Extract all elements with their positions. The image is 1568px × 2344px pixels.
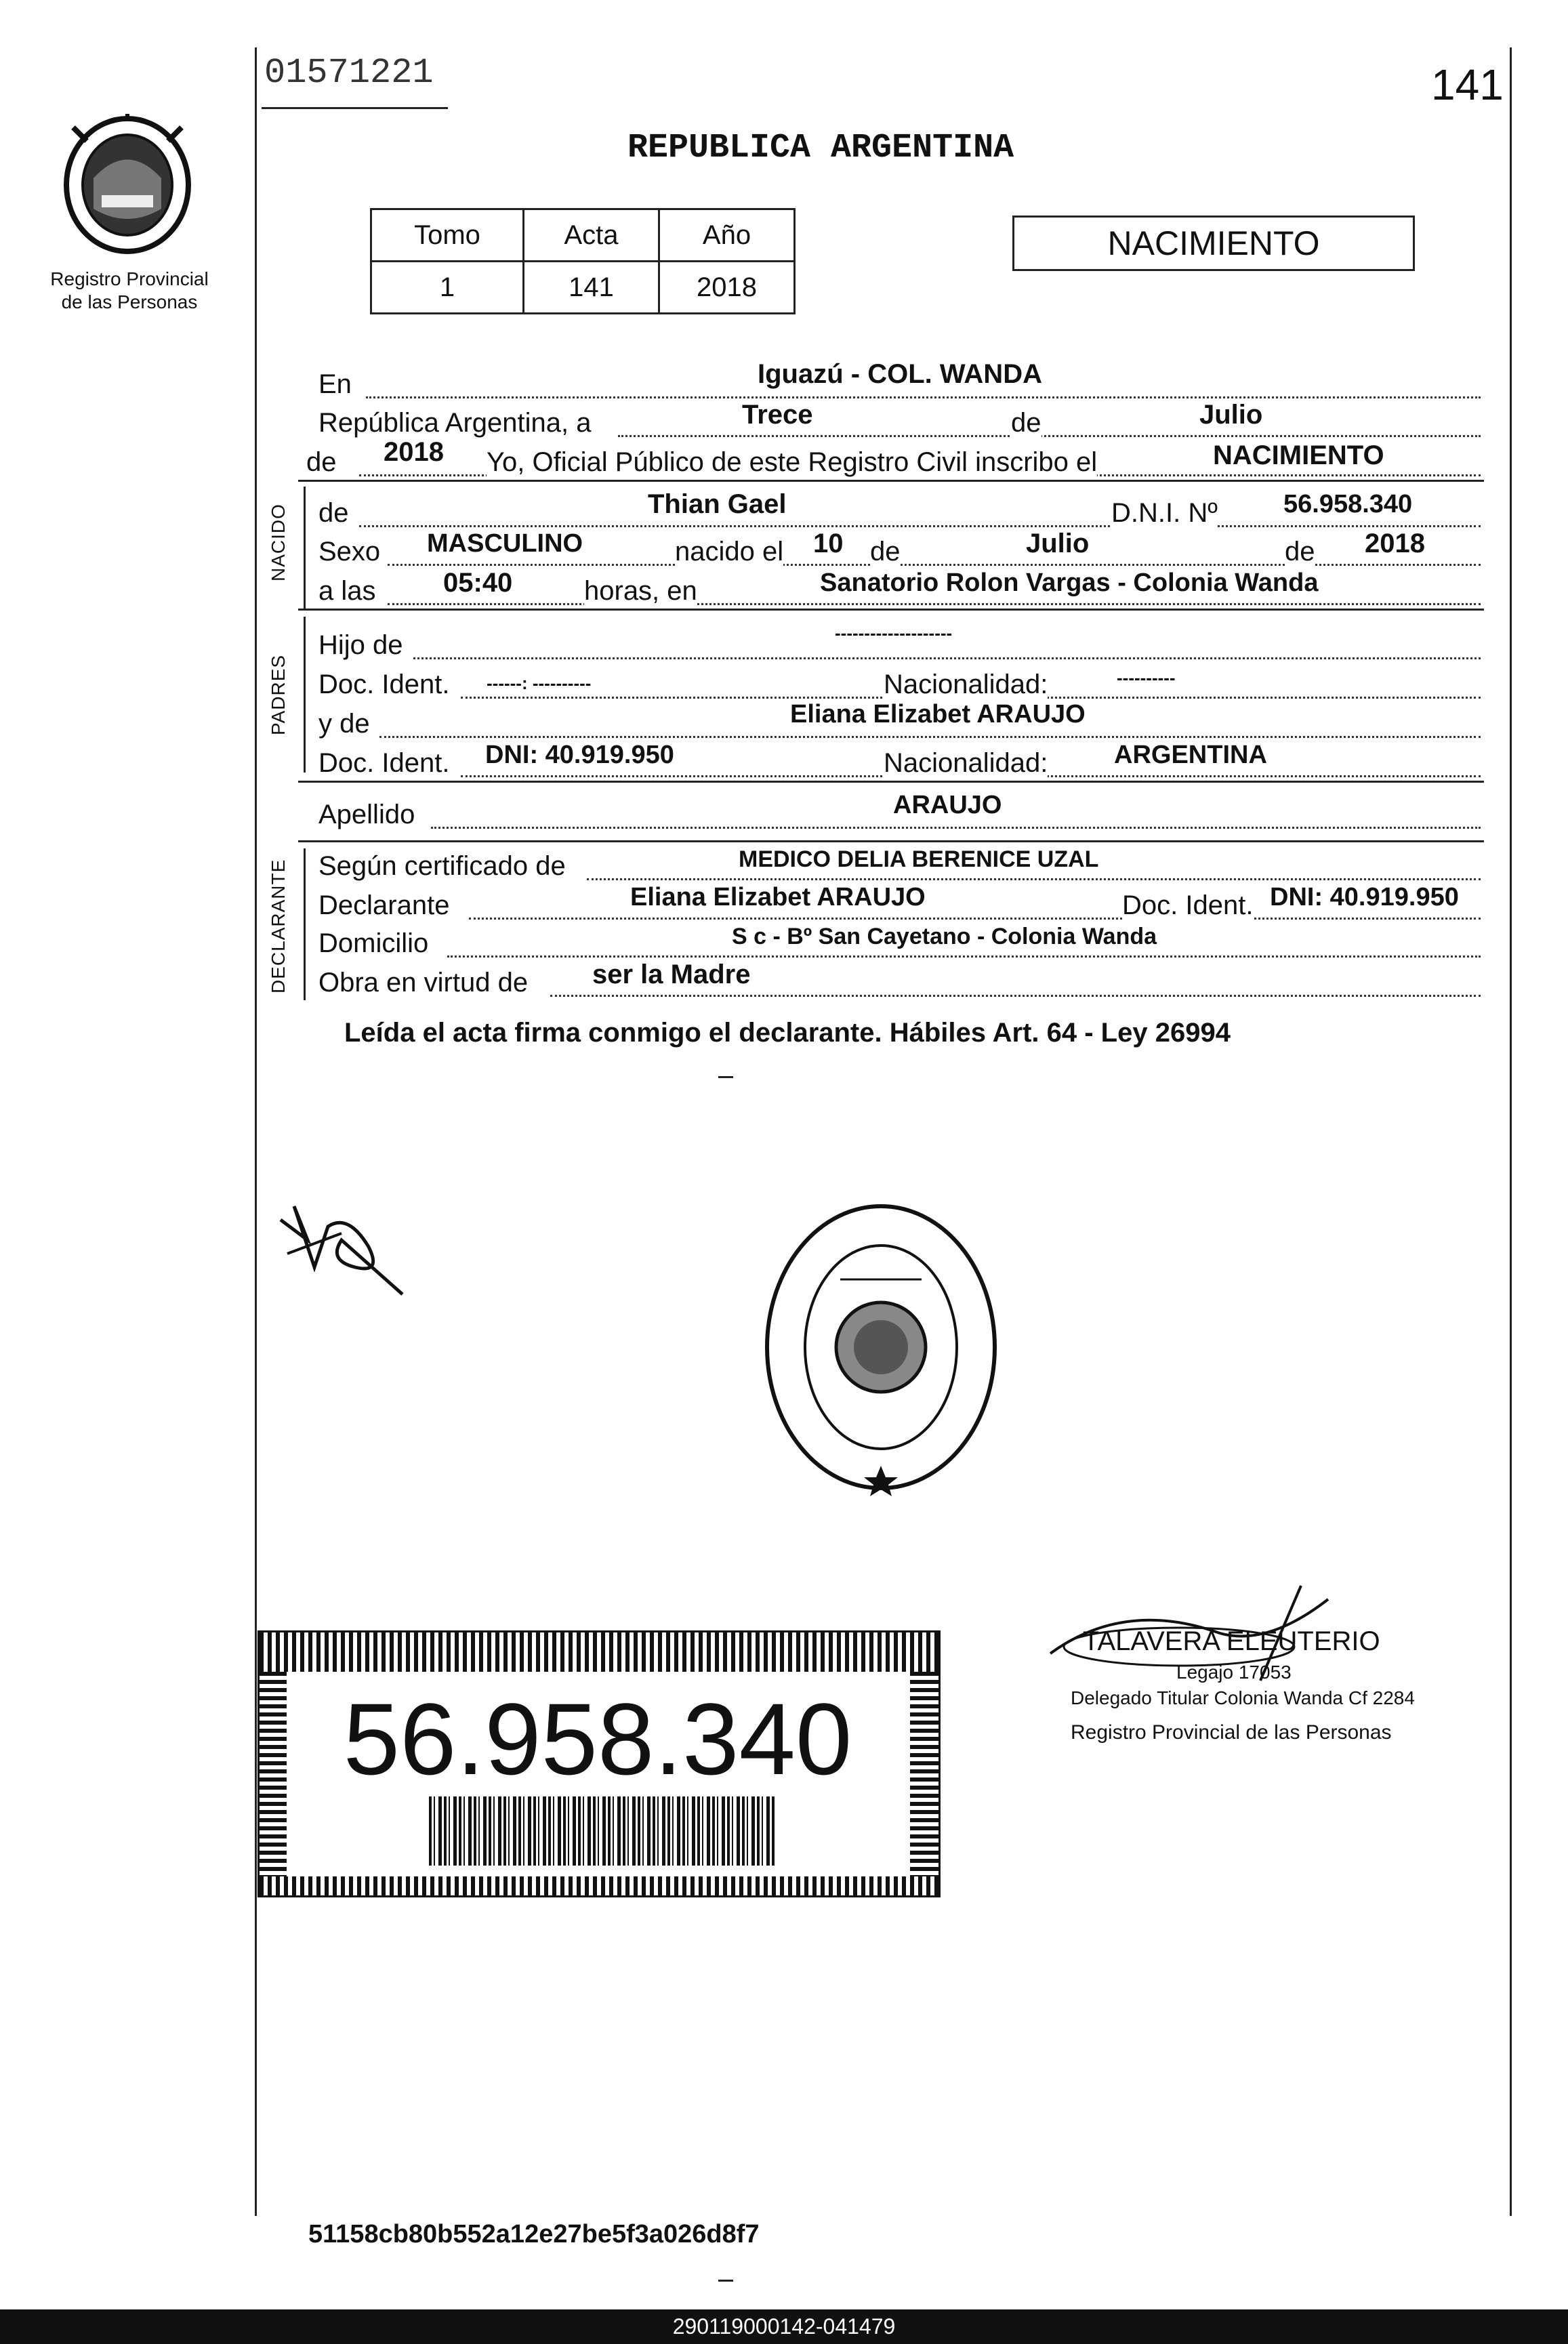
nacido-de-label: de: [318, 498, 349, 528]
sexo-value: MASCULINO: [427, 529, 583, 558]
dots-republica: [618, 435, 1481, 437]
logo-caption-2: de las Personas: [61, 291, 198, 312]
table-header-acta: Acta: [524, 209, 659, 262]
nacido-el-label: nacido el: [675, 537, 784, 567]
child-dni: 56.958.340: [1283, 490, 1413, 518]
mother-doc-label: Doc. Ident.: [318, 748, 450, 778]
declarante-label: Declarante: [318, 890, 450, 920]
cert-label: Según certificado de: [318, 851, 566, 881]
province-logo: [60, 114, 195, 256]
birth-de-label-2: de: [1285, 537, 1315, 567]
domicilio-label: Domicilio: [318, 928, 429, 958]
left-margin-line: [255, 47, 257, 2216]
year: 2018: [384, 437, 444, 467]
small-dash-2: [718, 2280, 733, 2282]
father-nac: ----------: [1117, 667, 1176, 688]
barcode-sticker: [257, 1630, 941, 1897]
serial-underline: [262, 107, 448, 109]
mother-nac: ARGENTINA: [1114, 741, 1267, 769]
barcode-bars: [429, 1796, 775, 1866]
place: Iguazú - COL. WANDA: [758, 359, 1042, 389]
mother-doc: DNI: 40.919.950: [485, 741, 674, 769]
closing-statement: Leída el acta firma conmigo el declarante. Hábiles Art. 64 - Ley 26994: [344, 1018, 1231, 1048]
dots-alas: [388, 603, 1481, 605]
apellido-value: ARAUJO: [893, 791, 1002, 819]
barcode-number: 56.958.340: [343, 1682, 852, 1796]
divider-4: [298, 840, 1484, 842]
father-nac-label: Nacionalidad:: [884, 670, 1048, 699]
declarante-doc-label: Doc. Ident.: [1122, 890, 1254, 920]
dots-sexo: [388, 564, 1481, 566]
declarante-side-label: DECLARANTE: [268, 859, 289, 993]
table-header-anio: Año: [659, 209, 795, 262]
dots-apellido: [431, 827, 1481, 829]
register-table: [370, 208, 796, 314]
en-label: En: [318, 369, 352, 399]
sticker-pattern-bottom: [260, 1876, 938, 1895]
dots-en: [366, 396, 1481, 398]
declarante-doc: DNI: 40.919.950: [1270, 883, 1459, 911]
divider-3: [298, 781, 1484, 783]
child-name: Thian Gael: [648, 489, 787, 519]
logo-caption-1: Registro Provincial: [50, 268, 209, 289]
footer-bar: 290119000142-041479: [0, 2309, 1568, 2344]
sticker-pattern-right: [910, 1672, 938, 1895]
small-dash-1: [718, 1076, 733, 1078]
nacido-side-label: NACIDO: [268, 503, 289, 581]
mother-name: Eliana Elizabet ARAUJO: [790, 700, 1086, 728]
cert-value: MEDICO DELIA BERENICE UZAL: [739, 846, 1099, 872]
birth-year: 2018: [1365, 529, 1425, 558]
horas-label: horas, en: [584, 576, 697, 606]
father-name: --------------------: [835, 623, 953, 643]
divider-2: [298, 609, 1484, 611]
dni-label: D.N.I. Nº: [1111, 498, 1218, 528]
official-org: Registro Provincial de las Personas: [1071, 1721, 1392, 1744]
official-legajo: Legajo 17053: [1176, 1662, 1292, 1683]
dots-cert: [587, 878, 1481, 880]
dots-domicilio: [447, 955, 1481, 958]
de-label-2: de: [306, 447, 337, 477]
republica-label: República Argentina, a: [318, 408, 592, 438]
alas-label: a las: [318, 576, 376, 606]
sticker-pattern-left: [260, 1672, 287, 1895]
table-value-anio: 2018: [659, 262, 795, 314]
delegation-seal: [759, 1198, 1003, 1496]
table-value-acta: 141: [524, 262, 659, 314]
obra-value: ser la Madre: [592, 960, 751, 989]
father-doc-label: Doc. Ident.: [318, 670, 450, 699]
declarante-signature: [267, 1193, 409, 1301]
birth-time: 05:40: [443, 568, 513, 598]
table-header-tomo: Tomo: [371, 209, 524, 262]
declarante-bracket: [304, 848, 306, 1000]
table-value-tomo: 1: [371, 262, 524, 314]
dots-mother: [379, 736, 1481, 738]
apellido-label: Apellido: [318, 800, 415, 829]
record-type-box: NACIMIENTO: [1012, 215, 1415, 271]
dots-declarante: [469, 918, 1481, 920]
inscribo-value: NACIMIENTO: [1213, 440, 1384, 470]
official-role: Delegado Titular Colonia Wanda Cf 2284: [1071, 1687, 1415, 1708]
dots-hijo: [413, 657, 1481, 659]
birth-place: Sanatorio Rolon Vargas - Colonia Wanda: [820, 569, 1319, 597]
sexo-label: Sexo: [318, 537, 381, 567]
obra-label: Obra en virtud de: [318, 968, 529, 998]
dots-obra: [550, 995, 1481, 997]
hijo-label: Hijo de: [318, 630, 403, 660]
yo-label: Yo, Oficial Público de este Registro Civil inscribo el: [487, 447, 1098, 477]
mother-nac-label: Nacionalidad:: [884, 748, 1048, 778]
birth-month: Julio: [1026, 529, 1090, 558]
page-number: 141: [1431, 60, 1504, 109]
dots-name: [359, 525, 1481, 527]
divider-1: [298, 480, 1484, 482]
birth-day: 10: [813, 529, 844, 558]
de-label-1: de: [1011, 408, 1041, 438]
mother-yde-label: y de: [318, 709, 370, 739]
month: Julio: [1199, 400, 1263, 430]
document-hash: 51158cb80b552a12e27be5f3a026d8f7: [308, 2220, 760, 2248]
page-title: REPUBLICA ARGENTINA: [627, 129, 1014, 167]
serial-number: 01571221: [264, 53, 434, 93]
padres-side-label: PADRES: [268, 654, 289, 735]
declarante-value: Eliana Elizabet ARAUJO: [630, 883, 926, 911]
birth-de-label: de: [870, 537, 901, 567]
domicilio-value: S c - Bº San Cayetano - Colonia Wanda: [732, 924, 1157, 949]
father-doc: ------: ----------: [487, 673, 592, 693]
day: Trece: [742, 400, 813, 430]
official-name: TALAVERA ELEUTERIO: [1083, 1626, 1380, 1656]
right-margin-line: [1510, 47, 1512, 2216]
sticker-pattern-top: [260, 1632, 938, 1672]
padres-bracket: [304, 617, 306, 773]
nacido-bracket: [304, 487, 306, 609]
